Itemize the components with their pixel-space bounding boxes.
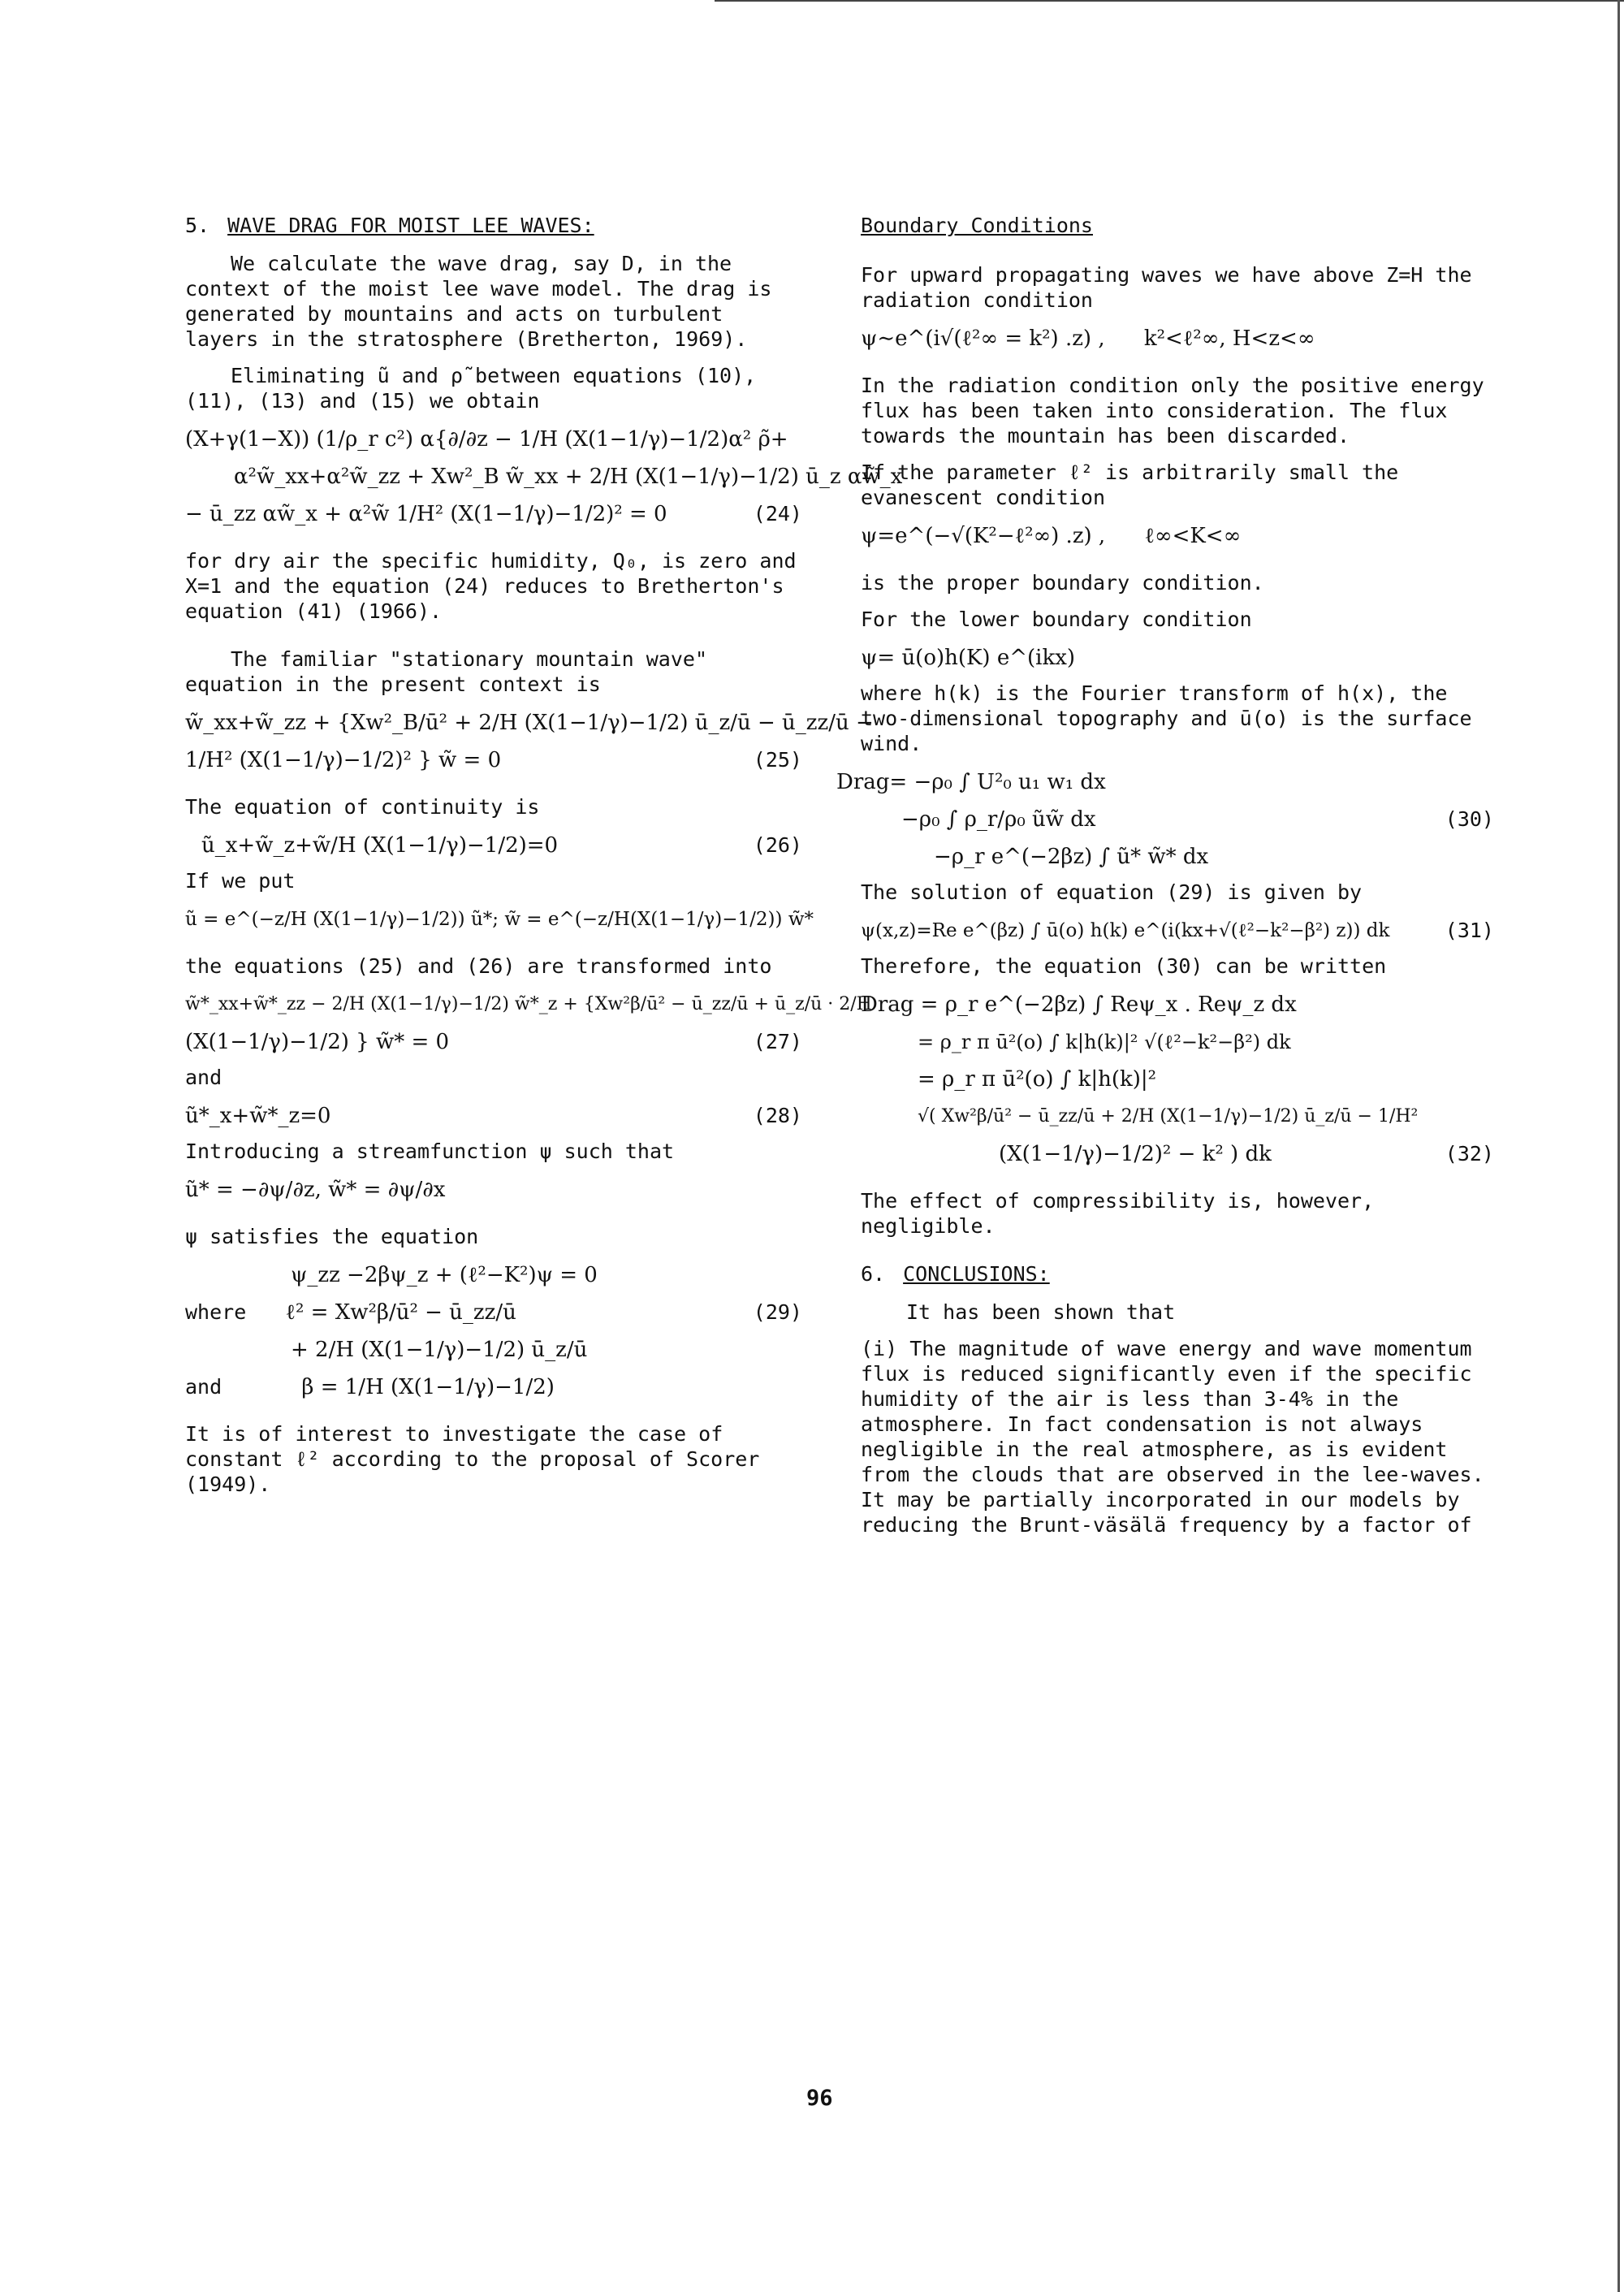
equation-27-line-2: (X(1−1/γ)−1/2) } w̃* = 0	[185, 1030, 450, 1054]
boundary-conditions-title: Boundary Conditions	[861, 214, 1093, 237]
paragraph: For upward propagating waves we have above Z=H the radiation condition	[861, 263, 1472, 312]
paragraph: The solution of equation (29) is given by	[861, 880, 1363, 904]
paragraph: It has been shown that	[906, 1300, 1176, 1324]
section-6-heading	[861, 1261, 1494, 1287]
equation-29-row	[185, 1298, 802, 1327]
equation-24-row	[185, 499, 802, 529]
equation-25-line-2: 1/H² (X(1−1/γ)−1/2)² } w̃ = 0	[185, 748, 502, 772]
equation-25-line-1: w̃_xx+w̃_zz + {Xw²_B/ū² + 2/H (X(1−1/γ)−1/2) ū_z/ū − ū_zz/ū −	[185, 711, 874, 735]
boundary-conditions-heading	[861, 213, 1494, 238]
equation-29-line-3: + 2/H (X(1−1/γ)−1/2) ū_z/ū	[291, 1338, 588, 1362]
paragraph: It is of interest to investigate the case of constant ℓ² according to the proposal of Scorer (1949).	[185, 1422, 760, 1496]
equation-27-row	[185, 1027, 802, 1057]
paragraph: (i) The magnitude of wave energy and wave momentum flux is reduced significantly even if the specific humidity of the air is less than 3-4% in the atmosphere. In fact condensation is not always negligible in the real atmosphere, as is evident from the clouds that are observed in the lee-waves. It may be partially incorporated in our models by reducing the Brunt-väsälä frequency by a factor of	[861, 1337, 1484, 1537]
equation-29-beta: β = 1/H (X(1−1/γ)−1/2)	[301, 1375, 555, 1399]
equation-number: (25)	[753, 748, 802, 772]
equation-number: (28)	[753, 1104, 802, 1127]
equation-30-line-2: −ρ₀ ∫ ρ_r/ρ₀ ũw̃ dx	[901, 807, 1096, 832]
equation-number: (31)	[1445, 919, 1494, 942]
paragraph: The effect of compressibility is, however, negligible.	[861, 1189, 1375, 1238]
right-column	[836, 213, 1494, 1549]
equation-29-beta-row	[185, 1373, 802, 1402]
equation-radiation: ψ∼e^(i√(ℓ²∞ = k²) .z) ,	[861, 327, 1105, 351]
section-5-heading	[185, 213, 802, 238]
equation-30-line-1: Drag= −ρ₀ ∫ U²₀ u₁ w₁ dx	[836, 770, 1106, 794]
paragraph: ψ satisfies the equation	[185, 1225, 479, 1248]
equation-number: (24)	[753, 502, 802, 525]
paragraph: For the lower boundary condition	[861, 608, 1252, 631]
paragraph: the equations (25) and (26) are transformed into	[185, 954, 772, 978]
equation-evanescent-row	[861, 521, 1494, 551]
equation-29-line-1: ψ_zz −2βψ_z + (ℓ²−K²)ψ = 0	[291, 1263, 598, 1287]
equation-evanescent: ψ=e^(−√(K²−ℓ²∞) .z) ,	[861, 524, 1106, 548]
equation-28-row	[185, 1101, 802, 1131]
section-5-number: 5.	[185, 214, 210, 237]
equation-30-row	[861, 805, 1494, 834]
page-number: 96	[806, 2086, 833, 2111]
where-label: where	[185, 1300, 247, 1324]
paragraph: If the parameter ℓ² is arbitrarily small the evanescent condition	[861, 461, 1399, 509]
equation-30-line-3: −ρ_r e^(−2βz) ∫ ũ* w̃* dx	[934, 845, 1209, 869]
equation-31-row	[861, 916, 1494, 945]
equation-number: (29)	[753, 1300, 802, 1324]
paragraph: If we put	[185, 869, 296, 893]
page-edge-right	[1618, 0, 1620, 2292]
equation-number: (26)	[753, 833, 802, 857]
equation-26-row	[185, 831, 802, 860]
equation-32-row	[861, 1140, 1494, 1169]
equation-29-line-2: ℓ² = Xw²β/ū² − ū_zz/ū	[285, 1300, 516, 1325]
paragraph: Therefore, the equation (30) can be written	[861, 954, 1387, 978]
equation-number: (30)	[1445, 807, 1494, 831]
equation-radiation-condition: k²<ℓ²∞, H<z<∞	[1143, 327, 1315, 351]
equation-radiation-row	[861, 324, 1494, 353]
paragraph: The equation of continuity is	[185, 795, 540, 819]
equation-32-line-3: = ρ_r π ū²(o) ∫ k|h(k)|²	[918, 1067, 1157, 1092]
section-6-number: 6.	[861, 1262, 886, 1286]
page-edge-top	[715, 0, 1624, 2]
section-5-title: WAVE DRAG FOR MOIST LEE WAVES:	[227, 214, 594, 237]
paragraph: The familiar "stationary mountain wave" equation in the present context is	[185, 647, 707, 696]
equation-26: ũ_x+w̃_z+w̃/H (X(1−1/γ)−1/2)=0	[201, 833, 559, 858]
left-column	[185, 213, 903, 1508]
equation-27-line-1: w̃*_xx+w̃*_zz − 2/H (X(1−1/γ)−1/2) w̃*_z + {Xw²β/ū² − ū_zz/ū + ū_z/ū · 2/H	[185, 994, 872, 1014]
section-6-title: CONCLUSIONS:	[903, 1262, 1050, 1286]
paragraph: is the proper boundary condition.	[861, 571, 1264, 595]
equation-28: ũ*_x+w̃*_z=0	[185, 1104, 331, 1128]
equation-streamfunction: ũ* = −∂ψ/∂z, w̃* = ∂ψ/∂x	[185, 1178, 446, 1202]
and-label: and	[185, 1375, 222, 1399]
paragraph: In the radiation condition only the positive energy flux has been taken into consideration. The flux towards the mountain has been discarded.	[861, 374, 1484, 448]
paragraph: for dry air the specific humidity, Q₀, is zero and X=1 and the equation (24) reduces to Bretherton's equation (41) (1966).	[185, 549, 797, 623]
paragraph: Eliminating ũ and ρ̃ between equations (10), (11), (13) and (15) we obtain	[185, 364, 757, 413]
equation-24-line-2: α²w̃_xx+α²w̃_zz + Xw²_B w̃_xx + 2/H (X(1−1/γ)−1/2) ū_z αw̃_x	[234, 465, 903, 489]
paragraph: and	[185, 1066, 222, 1089]
paragraph: We calculate the wave drag, say D, in the context of the moist lee wave model. The drag is generated by mountains and acts on turbulent layers in the stratosphere (Bretherton, 1969).	[185, 252, 772, 351]
equation-25-row	[185, 746, 802, 775]
equation-evanescent-condition: ℓ∞<K<∞	[1144, 524, 1242, 548]
paragraph: where h(k) is the Fourier transform of h(x), the two-dimensional topography and ū(o) is the surface wind.	[861, 681, 1472, 755]
equation-24-line-3: − ū_zz αw̃_x + α²w̃ 1/H² (X(1−1/γ)−1/2)² = 0	[185, 502, 667, 526]
equation-32-line-1: Drag = ρ_r e^(−2βz) ∫ Reψ_x . Reψ_z dx	[861, 992, 1297, 1017]
equation-24-line-1: (X+γ(1−X)) (1/ρ_r c²) α{∂/∂z − 1/H (X(1−1/γ)−1/2)α² ρ̃+	[185, 427, 788, 452]
equation-substitution: ũ = e^(−z/H (X(1−1/γ)−1/2)) ũ*; w̃ = e^(−z/H(X(1−1/γ)−1/2)) w̃*	[185, 909, 814, 930]
equation-number: (32)	[1445, 1142, 1494, 1165]
paragraph: Introducing a streamfunction ψ such that	[185, 1140, 675, 1163]
equation-32-line-4: √( Xw²β/ū² − ū_zz/ū + 2/H (X(1−1/γ)−1/2) ū_z/ū − 1/H²	[918, 1106, 1419, 1127]
equation-31: ψ(x,z)=Re e^(βz) ∫ ū(o) h(k) e^(i(kx+√(ℓ²−k²−β²) z)) dk	[861, 920, 1390, 941]
equation-32-line-2: = ρ_r π ū²(o) ∫ k|h(k)|² √(ℓ²−k²−β²) dk	[918, 1031, 1291, 1053]
equation-number: (27)	[753, 1030, 802, 1053]
equation-32-line-5: (X(1−1/γ)−1/2)² − k² ) dk	[999, 1142, 1272, 1166]
equation-lower-boundary: ψ= ū(o)h(K) e^(ikx)	[861, 646, 1076, 670]
